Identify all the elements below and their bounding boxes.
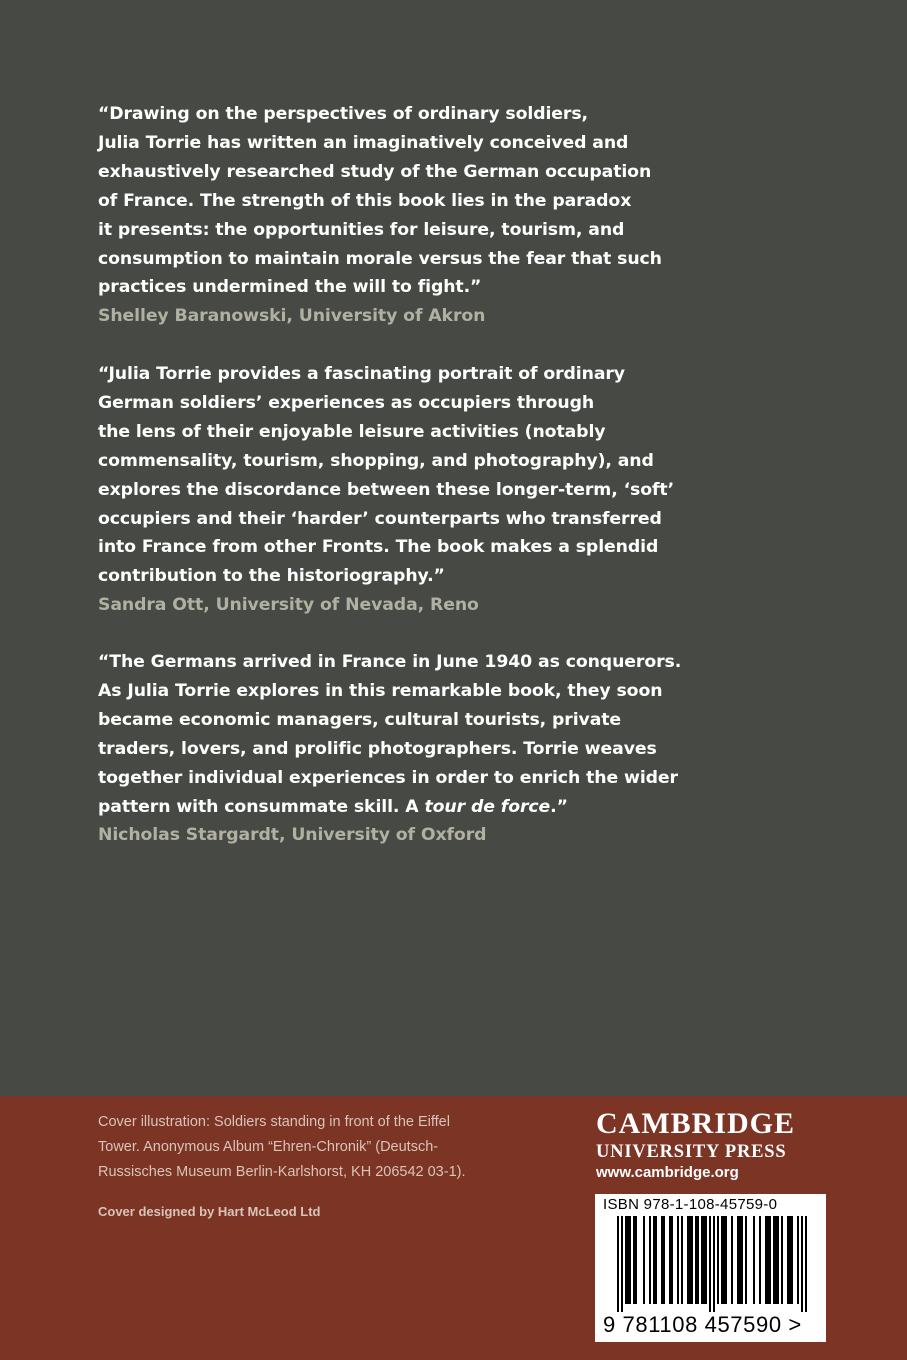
barcode-bar bbox=[765, 1216, 767, 1304]
quote-line: As Julia Torrie explores in this remarkable book, they soon bbox=[98, 680, 663, 701]
barcode-bar bbox=[643, 1216, 645, 1304]
quote-line: it presents: the opportunities for leisure, tourism, and bbox=[98, 219, 625, 240]
barcode-number: 9 781108 457590 > bbox=[603, 1312, 802, 1337]
quote-line: contribution to the historiography.” bbox=[98, 566, 445, 587]
barcode-bar bbox=[697, 1216, 699, 1304]
cover-note-line: Russisches Museum Berlin-Karlshorst, KH 206542 03-1). bbox=[98, 1164, 466, 1180]
isbn-label: ISBN 978-1-108-45759-0 bbox=[603, 1196, 778, 1213]
quote-line: occupiers and their ‘harder’ counterparts who transferred bbox=[98, 508, 662, 529]
barcode-bar bbox=[769, 1216, 771, 1304]
cover-designer-credit: Cover designed by Hart McLeod Ltd bbox=[98, 1204, 321, 1219]
barcode-bar bbox=[775, 1216, 777, 1304]
cover-note-line: Cover illustration: Soldiers standing in front of the Eiffel bbox=[98, 1114, 450, 1130]
barcode-bar bbox=[701, 1216, 703, 1304]
barcode-bar bbox=[629, 1216, 631, 1304]
barcode-bar bbox=[687, 1216, 689, 1304]
quote-attribution: Sandra Ott, University of Nevada, Reno bbox=[98, 595, 479, 616]
barcode-bar bbox=[705, 1216, 707, 1304]
quote-line: the lens of their enjoyable leisure activities (notably bbox=[98, 421, 606, 442]
review-quote-3 bbox=[98, 648, 682, 850]
barcode-bar bbox=[633, 1216, 635, 1304]
quote-line: Julia Torrie has written an imaginatively conceived and bbox=[98, 132, 629, 153]
barcode-bar bbox=[787, 1216, 789, 1304]
barcode-bar bbox=[661, 1216, 663, 1304]
barcode-bar bbox=[721, 1216, 723, 1304]
barcode-bar bbox=[655, 1216, 657, 1304]
barcode-bar bbox=[731, 1216, 733, 1304]
barcode-bar bbox=[649, 1216, 651, 1304]
barcode-bar bbox=[791, 1216, 793, 1304]
quote-text bbox=[98, 648, 682, 821]
barcode-bar bbox=[717, 1216, 719, 1304]
barcode-bar bbox=[653, 1216, 655, 1304]
quote-attribution: Shelley Baranowski, University of Akron bbox=[98, 306, 486, 327]
quote-text bbox=[98, 360, 675, 591]
quote-line: became economic managers, cultural tourists, private bbox=[98, 709, 622, 730]
barcode-bar bbox=[677, 1216, 679, 1304]
barcode-bar bbox=[709, 1216, 711, 1312]
barcode-image bbox=[603, 1216, 818, 1312]
barcode-bar bbox=[695, 1216, 697, 1304]
quote-line: “Drawing on the perspectives of ordinary soldiers, bbox=[98, 104, 588, 124]
barcode-bar bbox=[621, 1216, 623, 1312]
barcode-bar bbox=[739, 1216, 741, 1304]
barcode-bar bbox=[635, 1216, 637, 1304]
barcode-bar bbox=[773, 1216, 775, 1304]
barcode-bar bbox=[663, 1216, 665, 1304]
quote-line: “Julia Torrie provides a fascinating portrait of ordinary bbox=[98, 364, 625, 384]
quote-line: consumption to maintain morale versus the fear that such bbox=[98, 248, 662, 269]
barcode-bar bbox=[681, 1216, 683, 1304]
quote-line: “The Germans arrived in France in June 1940 as conquerors. bbox=[98, 652, 682, 672]
publisher-name: CAMBRIDGE bbox=[596, 1107, 796, 1140]
barcode-bar bbox=[617, 1216, 619, 1312]
quote-line: together individual experiences in order to enrich the wider bbox=[98, 767, 678, 788]
cover-illustration-note bbox=[98, 1110, 528, 1185]
barcode-bar bbox=[691, 1216, 693, 1304]
barcode-bar bbox=[625, 1216, 627, 1304]
italic-phrase: tour de force bbox=[424, 796, 551, 817]
barcode-bar bbox=[759, 1216, 761, 1304]
barcode-bar bbox=[713, 1216, 715, 1312]
quote-line: commensality, tourism, shopping, and photography), and bbox=[98, 450, 654, 471]
barcode-panel bbox=[595, 1194, 826, 1342]
barcode-bar bbox=[689, 1216, 691, 1304]
barcode-bar bbox=[669, 1216, 671, 1304]
barcode-bar bbox=[777, 1216, 779, 1304]
quote-line: practices undermined the will to fight.” bbox=[98, 277, 482, 298]
barcode-bar bbox=[725, 1216, 727, 1304]
barcode-bar bbox=[703, 1216, 705, 1304]
quote-line-start: pattern with consummate skill. A bbox=[98, 796, 425, 817]
barcode-bar bbox=[745, 1216, 747, 1304]
barcode-bar bbox=[801, 1216, 803, 1312]
review-quote-2 bbox=[98, 360, 675, 620]
barcode-bar bbox=[797, 1216, 799, 1304]
publisher-url: www.cambridge.org bbox=[596, 1164, 739, 1181]
quote-text bbox=[98, 100, 662, 302]
quote-line: exhaustively researched study of the German occupation bbox=[98, 161, 652, 182]
barcode-bar bbox=[737, 1216, 739, 1304]
review-quote-1 bbox=[98, 100, 662, 331]
publisher-subtitle: UNIVERSITY PRESS bbox=[596, 1142, 787, 1162]
barcode-bar bbox=[723, 1216, 725, 1304]
barcode-bar bbox=[627, 1216, 629, 1304]
quote-line: traders, lovers, and prolific photographers. Torrie weaves bbox=[98, 738, 657, 759]
quote-line: German soldiers’ experiences as occupiers through bbox=[98, 392, 595, 413]
quote-attribution: Nicholas Stargardt, University of Oxford bbox=[98, 825, 487, 846]
publisher-logo bbox=[596, 1106, 826, 1184]
barcode-bar bbox=[789, 1216, 791, 1304]
barcode-bar bbox=[753, 1216, 755, 1304]
cover-note-line: Tower. Anonymous Album “Ehren-Chronik” (Deutsch- bbox=[98, 1139, 439, 1155]
barcode-bar bbox=[781, 1216, 783, 1304]
quote-line-end: .” bbox=[550, 796, 568, 817]
barcode-bar bbox=[671, 1216, 673, 1304]
quote-line: of France. The strength of this book lies in the paradox bbox=[98, 190, 632, 211]
barcode-bar bbox=[741, 1216, 743, 1304]
quote-line bbox=[98, 793, 638, 822]
barcode-bar bbox=[767, 1216, 769, 1304]
quote-line: into France from other Fronts. The book makes a splendid bbox=[98, 537, 659, 558]
quote-line: explores the discordance between these longer-term, ‘soft’ bbox=[98, 479, 675, 500]
barcode-bar bbox=[805, 1216, 807, 1312]
